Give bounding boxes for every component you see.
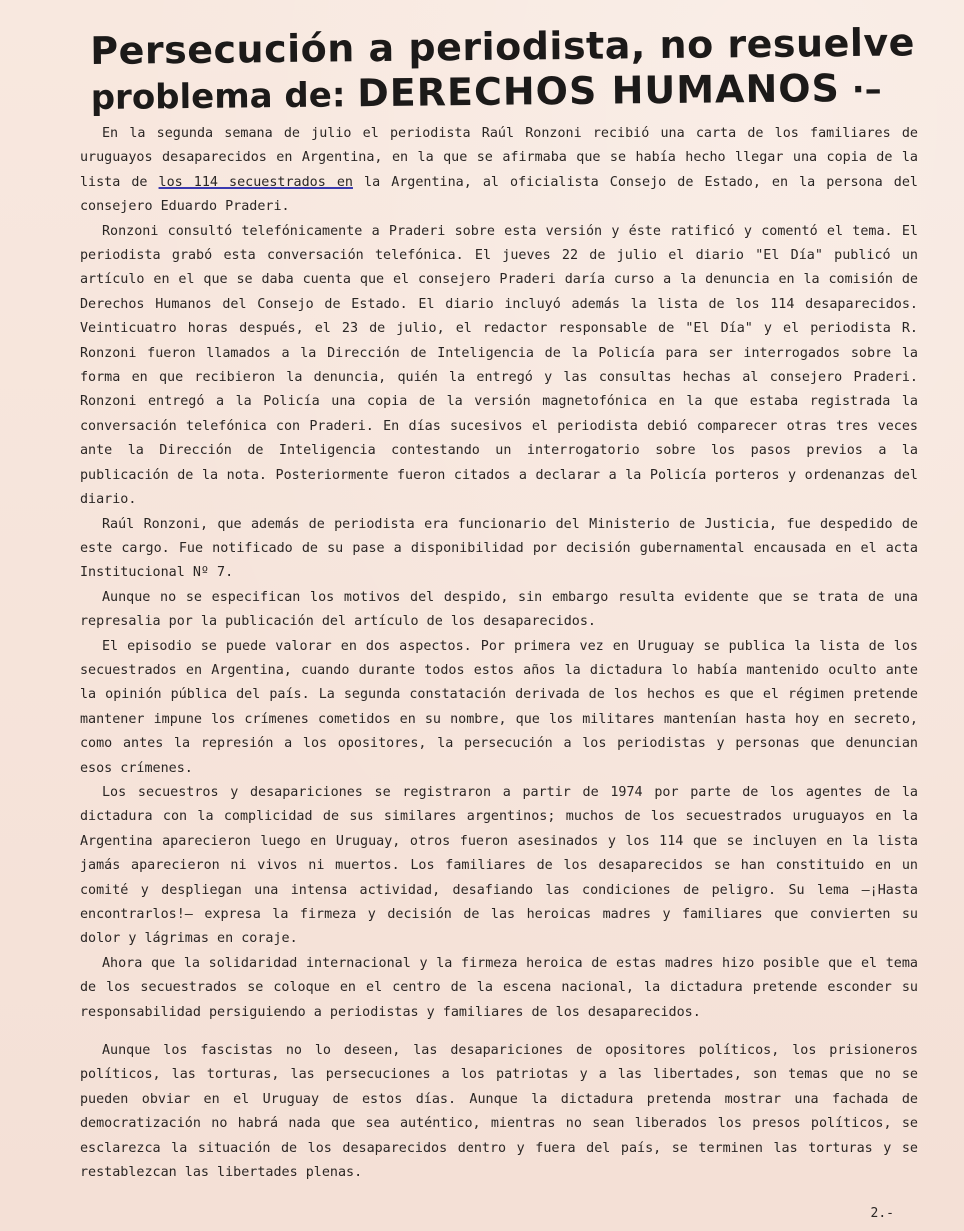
headline-suffix: ·– [851,69,882,111]
paragraph-1-end: la Argentina, al oficialista Consejo de Estado, en la persona del consejero Eduardo Praderi. [80,174,918,215]
article-body [80,122,918,1185]
paragraph-6: Los secuestros y desapariciones se registraron a partir de 1974 por parte de los agentes de la dictadura con la complicidad de sus similares argentinos; muchos de los secuestrados uruguayos en la Argentina aparecieron luego en Uruguay, otros fueron asesinados y los 114 que se incluyen en la lista jamás aparecieron ni vivos ni muertos. Los familiares de los desaparecidos se han constituido en un comité y despliegan una intensa actividad, desafiando las condiciones de peligro. Su lema –¡Hasta encontrarlos!– expresa la firmeza y decisión de las heroicas madres y familiares que convierten su dolor y lágrimas en coraje. [80,784,918,947]
paragraph-3: Raúl Ronzoni, que además de periodista era funcionario del Ministerio de Justicia, fue despedido de este cargo. Fue notificado de su pase a disponibilidad por decisión gubernamental encausada en el acta Institucional Nº 7. [80,516,918,581]
paragraph-1 [80,122,918,220]
paragraph-2: Ronzoni consultó telefónicamente a Praderi sobre esta versión y éste ratificó y comentó el tema. El periodista grabó esta conversación telefónica. El jueves 22 de julio el diario "El Día" publicó un artículo en el que se daba cuenta que el consejero Praderi daría curso a la denuncia en la comisión de Derechos Humanos del Consejo de Estado. El diario incluyó además la lista de los 114 desaparecidos. Veinticuatro horas después, el 23 de julio, el redactor responsable de "El Día" y el periodista R. Ronzoni fueron llamados a la Dirección de Inteligencia de la Policía para ser interrogados sobre la forma en que recibieron la denuncia, quién la entregó y las consultas hechas al consejero Praderi. Ronzoni entregó a la Policía una copia de la versión magnetofónica en la que estaba registrada la conversación telefónica con Praderi. En días sucesivos el periodista debió comparecer otras tres veces ante la Dirección de Inteligencia contestando un interrogatorio sobre los pasos previos a la publicación de la nota. Posteriormente fueron citados a declarar a la Policía porteros y ordenanzas del diario. [80,223,918,508]
headline-prefix: problema de: [90,75,346,118]
handwritten-headline [90,19,931,120]
page-number: 2.- [870,1206,894,1221]
headline-line-2 [90,65,930,120]
underlined-phrase: los 114 secuestrados en [158,174,353,190]
paragraph-1-start: En la segunda semana de julio el periodista Raúl Ronzoni recibió una carta de los familiares de uruguayos desaparecidos en Argentina, en la que se afirmaba que se había hecho llegar una copia de la lista de [80,126,918,190]
headline-line-1: Persecución a periodista, no resuelve [90,20,916,73]
paragraph-8: Aunque los fascistas no lo deseen, las desapariciones de opositores políticos, los prisioneros políticos, las torturas, las persecuciones a los patriotas y a las libertades, son temas que no se pueden obviar en el Uruguay de estos días. Aunque la dictadura pretenda mostrar una fachada de democratización no habrá nada que sea auténtico, mientras no sean liberados los presos políticos, se esclarezca la situación de los desaparecidos dentro y fuera del país, se terminen las torturas y se restablezcan las libertades plenas. [80,1043,918,1181]
paragraph-5: El episodio se puede valorar en dos aspectos. Por primera vez en Uruguay se publica la lista de los secuestrados en Argentina, cuando durante todos estos años la dictadura lo había mantenido oculto ante la opinión pública del país. La segunda constatación derivada de los hechos es que el régimen pretende mantener impune los crímenes cometidos en su nombre, que los militares mantenían hasta hoy en secreto, como antes la represión a los opositores, la persecución a los periodistas y personas que denuncian esos crímenes. [80,638,918,776]
headline-caps: DERECHOS HUMANOS [357,66,841,116]
paragraph-4: Aunque no se especifican los motivos del despido, sin embargo resulta evidente que se trata de una represalia por la publicación del artículo de los desaparecidos. [80,589,918,630]
paragraph-7: Ahora que la solidaridad internacional y la firmeza heroica de estas madres hizo posible que el tema de los secuestrados se coloque en el centro de la escena nacional, la dictadura pretende esconder su responsabilidad persiguiendo a periodistas y familiares de los desaparecidos. [80,955,918,1020]
